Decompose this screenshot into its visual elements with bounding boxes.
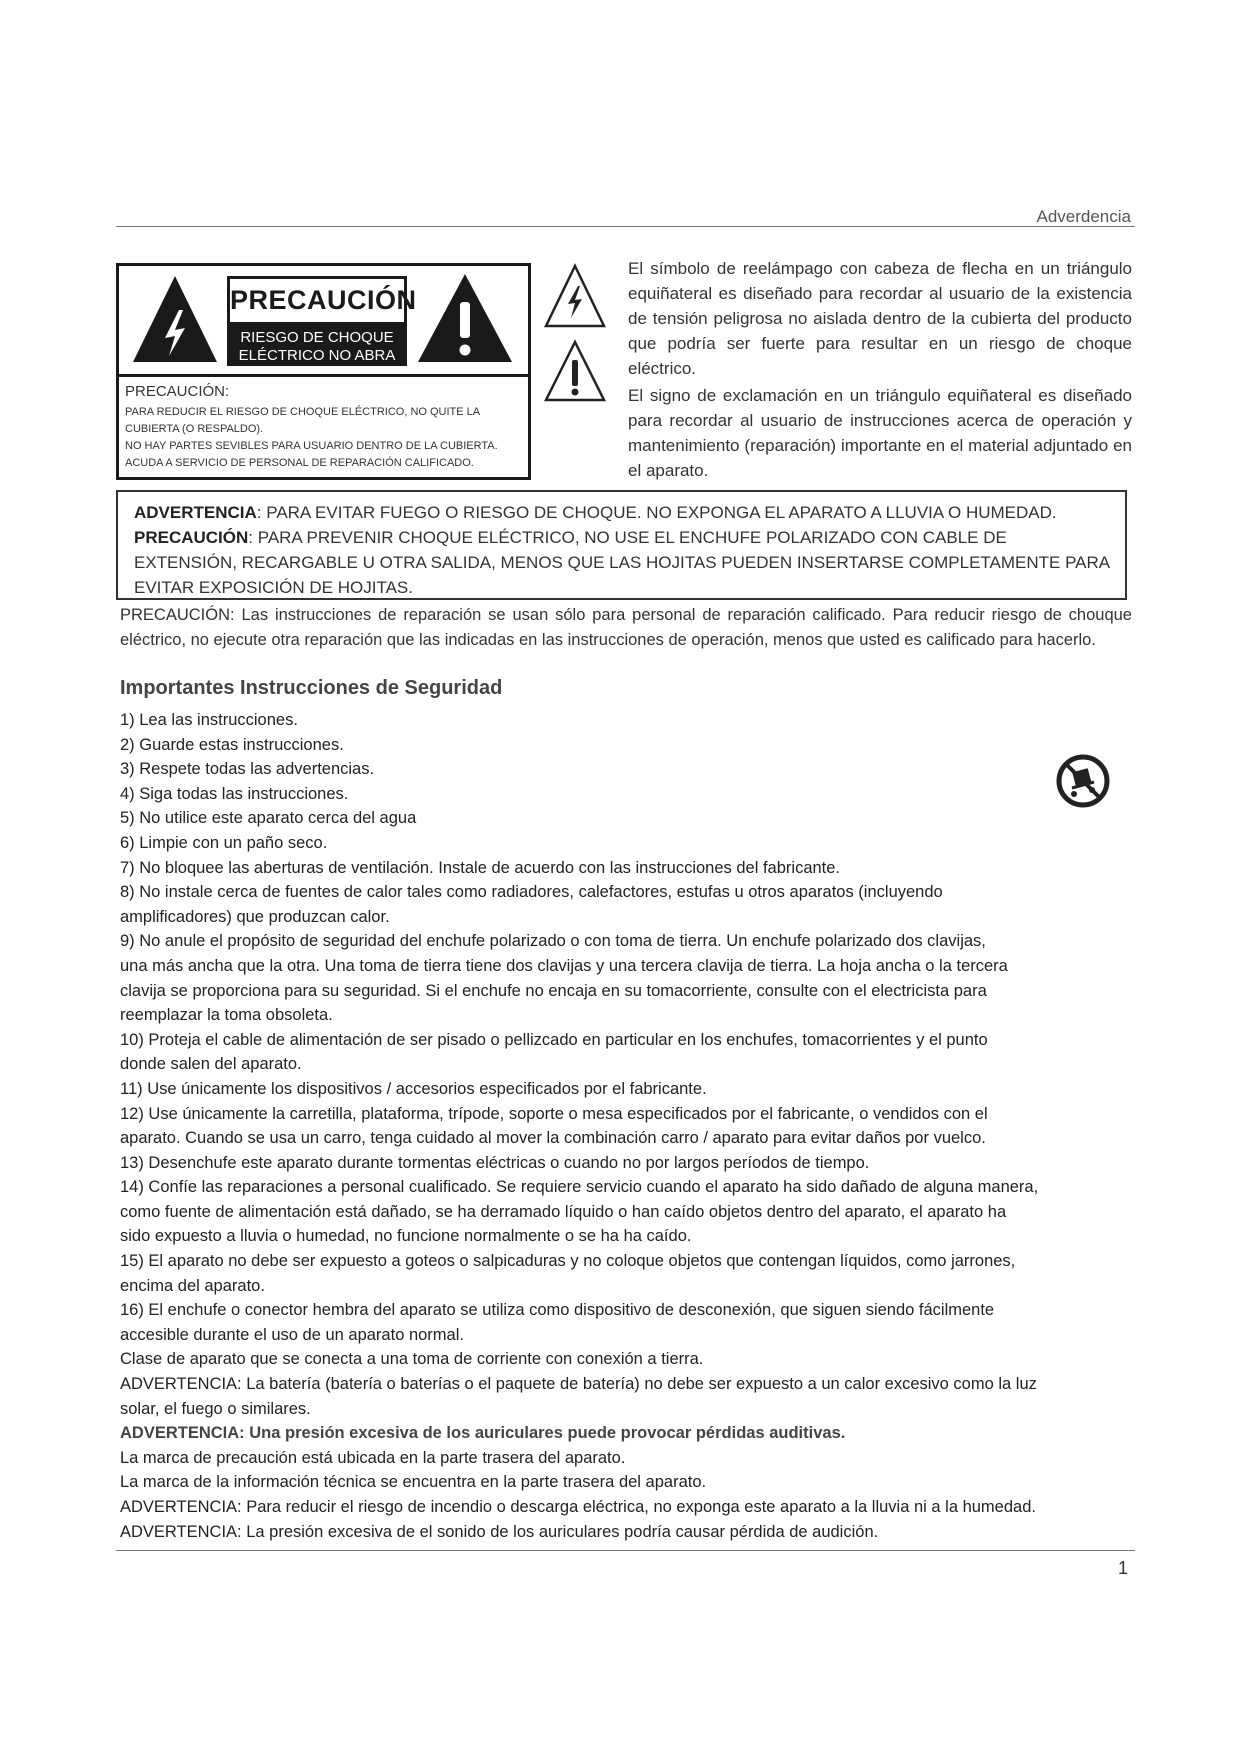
exclamation-symbol-icon [542, 338, 608, 406]
list-item: La marca de precaución está ubicada en la parte trasera del aparato. [120, 1448, 626, 1467]
list-item: 6) Limpie con un paño seco. [120, 833, 328, 852]
list-item: ADVERTENCIA: La presión excesiva de el sonido de los auriculares podría causar pérdida de audición. [120, 1522, 879, 1541]
section-title: Importantes Instrucciones de Seguridad [120, 677, 503, 699]
list-item: 8) No instale cerca de fuentes de calor tales como radiadores, calefactores, estufas u otros aparatos (incluyendo [120, 883, 943, 902]
list-item: aparato. Cuando se usa un carro, tenga cuidado al mover la combinación carro / aparato para evitar daños por vuelco. [120, 1129, 986, 1148]
list-item: 9) No anule el propósito de seguridad del enchufe polarizado o con toma de tierra. Un enchufe polarizado dos clavijas, [120, 932, 986, 951]
list-item: amplificadores) que produzcan calor. [120, 907, 390, 926]
list-item: accesible durante el uso de un aparato normal. [120, 1325, 464, 1344]
warning-box: ADVERTENCIA: PARA EVITAR FUEGO O RIESGO DE CHOQUE. NO EXPONGA EL APARATO A LLUVIA O HUMEDAD. PRECAUCIÓN: PARA PREVENIR CHOQUE ELÉCTRICO, NO USE EL ENCHUFE POLARIZADO CON CABLE DE EXTENSIÓN, RECARGABLE U OTRA SALIDA, MENOS QUE LAS HOJITAS PUEDEN INSERTARSE COMPLETAMENTE PARA EVITAR EXPOSICIÓN DE HOJITAS. [116, 490, 1127, 600]
header-rule [116, 226, 1135, 227]
exclamation-warning-icon [414, 270, 516, 366]
footer-rule [116, 1550, 1135, 1551]
caution-divider [119, 374, 528, 377]
advertencia-text: : PARA EVITAR FUEGO O RIESGO DE CHOQUE. NO EXPONGA EL APARATO A LLUVIA O HUMEDAD. [256, 503, 1057, 522]
list-item: 13) Desenchufe este aparato durante tormentas eléctricas o cuando no por largos períodos de tiempo. [120, 1153, 870, 1172]
list-item: 10) Proteja el cable de alimentación de ser pisado o pellizcado en particular en los enchufes, tomacorrientes y el punto [120, 1030, 988, 1049]
caution-subtitle: RIESGO DE CHOQUE ELÉCTRICO NO ABRA [230, 325, 404, 363]
list-item: 14) Confíe las reparaciones a personal cualificado. Se requiere servicio cuando el aparato ha sido dañado de alguna manera, [120, 1178, 1039, 1197]
lightning-symbol-icon [542, 262, 608, 332]
list-item: 15) El aparato no debe ser expuesto a goteos o salpicaduras y no coloque objetos que contengan líquidos, como jarrones, [120, 1252, 1016, 1271]
list-item: ADVERTENCIA: La batería (batería o baterías o el paquete de batería) no debe ser expuesto a un calor excesivo como la luz [120, 1375, 1037, 1394]
list-item: Clase de aparato que se conecta a una toma de corriente con conexión a tierra. [120, 1350, 704, 1369]
list-item: 3) Respete todas las advertencias. [120, 760, 375, 779]
lightning-warning-icon [129, 272, 221, 366]
caution-lower-text: PRECAUCIÓN: PARA REDUCIR EL RIESGO DE CHOQUE ELÉCTRICO, NO QUITE LA CUBIERTA (O RESPALDO). NO HAY PARTES SEVIBLES PARA USUARIO DENTRO DE LA CUBIERTA. ACUDA A SERVICIO DE PERSONAL DE REPARACIÓN CALIFICADO. [125, 383, 498, 469]
list-item: clavija se proporciona para su seguridad. Si el enchufe no encaja en su tomacorriente, consulte con el electricista para [120, 981, 987, 1000]
caution-header [227, 276, 417, 366]
list-item: donde salen del aparato. [120, 1055, 302, 1074]
list-item: 1) Lea las instrucciones. [120, 711, 298, 729]
list-item: sido expuesto a lluvia o humedad, no funcione normalmente o se ha ha caído. [120, 1227, 692, 1246]
list-item: La marca de la información técnica se encuentra en la parte trasera del aparato. [120, 1473, 707, 1492]
exclamation-description: El signo de exclamación en un triángulo equiñateral es diseñado para recordar al usuario de instrucciones acerca de operación y mantenimiento (reparación) importante en el material adjuntado en el aparato. [628, 386, 1132, 480]
list-item: reemplazar la toma obsoleta. [120, 1006, 333, 1025]
lightning-description: El símbolo de reelámpago con cabeza de flecha en un triángulo equiñateral es diseñado para recordar al usuario de la existencia de tensión peligrosa no aislada dentro de la cubierta del producto que podría ser fuerte para resultar en un riesgo de choque eléctrico. [628, 259, 1132, 378]
caution-label-box [116, 263, 531, 480]
list-item: ADVERTENCIA: Para reducir el riesgo de incendio o descarga eléctrica, no exponga este aparato a la lluvia ni a la humedad. [120, 1498, 1036, 1516]
list-item: 4) Siga todas las instrucciones. [120, 784, 349, 803]
list-item: una más ancha que la otra. Una toma de tierra tiene dos clavijas y una tercera clavija de tierra. La hoja ancha o la tercera [120, 956, 1008, 975]
list-item: encima del aparato. [120, 1276, 265, 1295]
list-item: 16) El enchufe o conector hembra del aparato se utiliza como dispositivo de desconexión, que siguen siendo fácilmente [120, 1301, 995, 1320]
list-item: 11) Use únicamente los dispositivos / accesorios especificados por el fabricante. [120, 1079, 707, 1098]
page-number: 1 [1117, 1558, 1128, 1578]
list-item: 5) No utilice este aparato cerca del agua [120, 809, 417, 828]
service-note: PRECAUCIÓN: Las instrucciones de reparación se usan sólo para personal de reparación calificado. Para reducir riesgo de chouque eléctrico, no ejecute otra reparación que las indicadas en las instrucciones de operación, menos que usted es calificado para hacerlo. [120, 606, 1132, 649]
advertencia-label: ADVERTENCIA [134, 503, 257, 522]
instructions-list [120, 708, 1135, 1544]
cart-tipover-warning-icon [1054, 752, 1112, 810]
symbol-descriptions [628, 256, 1132, 485]
list-item: 7) No bloquee las aberturas de ventilación. Instale de acuerdo con las instrucciones del fabricante. [120, 858, 841, 877]
list-item: 2) Guarde estas instrucciones. [120, 735, 344, 754]
caution-title: PRECAUCIÓN [230, 279, 404, 325]
precaucion-label: PRECAUCIÓN [134, 528, 249, 547]
list-item: 12) Use únicamente la carretilla, plataforma, trípode, soporte o mesa especificados por el fabricante, o vendidos con el [120, 1104, 988, 1123]
list-item: como fuente de alimentación está dañado, se ha derramado líquido o han caído objetos dentro del aparato, el aparato ha [120, 1202, 1007, 1221]
section-header: Adverdencia [1036, 207, 1131, 226]
list-item: solar, el fuego o similares. [120, 1399, 311, 1418]
list-item: ADVERTENCIA: Una presión excesiva de los auriculares puede provocar pérdidas auditivas. [120, 1424, 846, 1443]
